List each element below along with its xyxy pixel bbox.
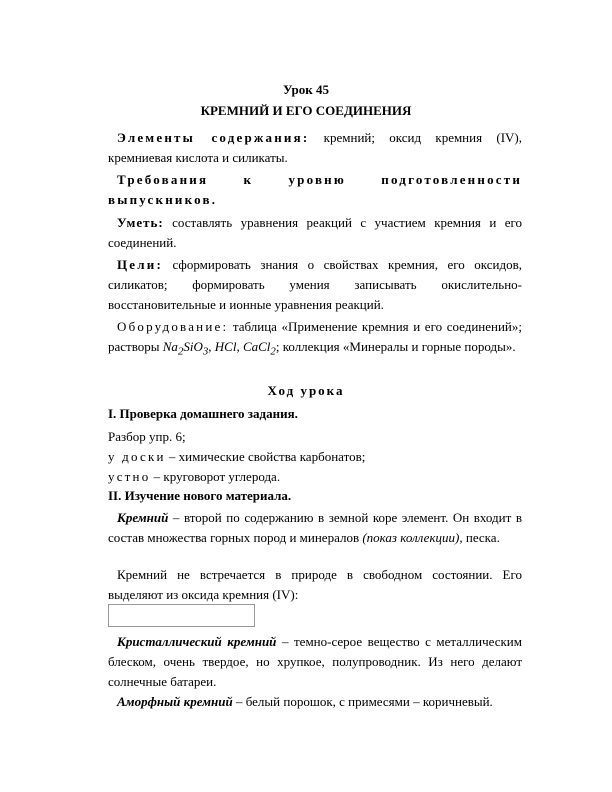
section1-item3-text: – круговорот углерода. [150,469,281,484]
content-elements-paragraph [108,128,522,168]
formula-subscript: 2 [270,345,276,358]
section2-paragraph1 [108,508,522,548]
section1-item2-text: – химические свойства карбонатов; [165,449,366,464]
equipment-paragraph [108,317,522,362]
section1-item3 [108,467,522,487]
section1-item2-label: у доски [108,449,166,464]
goals-label: Цели: [117,257,163,272]
formula-part: SiO [183,339,203,354]
section2-paragraph4 [108,692,522,712]
formula-cacl2 [242,339,276,358]
formula-part: CaCl [242,339,271,354]
content-elements-text: кремний; оксид кремния (IV), кремниевая кислота и силикаты. [108,130,522,165]
lesson-title: КРЕМНИЙ И ЕГО СОЕДИНЕНИЯ [200,103,412,118]
term-crystalline-silicon: Кристаллический кремний [117,634,277,649]
formula-hcl: HCl [214,339,237,354]
separator: , [208,339,215,354]
formula-subscript: 3 [202,345,209,358]
lesson-number: Урок 45 [283,82,329,97]
section1-title: I. Проверка домашнего задания. [108,406,298,421]
requirements-word-3: уровню [288,172,347,187]
skills-paragraph [108,213,522,253]
requirements-word-2: к [243,172,254,187]
section1-item3-label: устно [108,469,151,484]
equation-placeholder-box [108,604,255,627]
separator: , [236,339,243,354]
goals-text: сформировать знания о свойствах кремния, его оксидов, силикатов; формировать умения записывать окислительно-восстановительные и ионные уравнения реакций. [108,257,522,312]
equipment-text: таблица «Применение кремния и его соединений»; растворы [108,319,522,354]
section2-paragraph3 [108,632,522,692]
formula-part: Na [162,339,178,354]
skills-label: Уметь: [117,215,164,230]
content-elements-label: Элементы содержания: [117,130,310,145]
requirements-word-4: подготовленности [381,172,523,187]
requirements-word-5: выпускников. [108,192,218,207]
section2-title: II. Изучение нового материала. [108,488,292,503]
term-amorphous-silicon: Аморфный кремний [117,694,233,709]
equipment-text-end: ; коллекция «Минералы и горные породы». [275,339,516,354]
requirements-word-1: Требования [117,172,209,187]
requirements-heading-line2 [108,190,522,210]
section2-p4-text: – белый порошок, с примесями – коричневый. [232,694,493,709]
course-title: Ход урока [267,383,345,398]
section1-item2 [108,447,522,467]
formula-na2sio3 [162,339,209,358]
skills-text: составлять уравнения реакций с участием кремния и его соединений. [108,215,522,250]
requirements-heading-line1 [108,170,522,190]
section2-p1-text: – второй по содержанию в земной коре элемент. Он входит в состав множества горных пород и минералов [108,510,522,545]
section2-p1-note: (показ коллекции) [362,530,460,545]
section2-p3-text: – темно-серое вещество с металлическим блеском, очень твердое, но хрупкое, полупроводник. Из него делают солнечные батареи. [108,634,522,689]
goals-paragraph [108,255,522,315]
section1-item1: Разбор упр. 6; [108,429,186,444]
section2-p1-end: , песка. [459,530,500,545]
formula-subscript: 2 [177,345,184,358]
equipment-label: Оборудование: [117,319,229,334]
section2-paragraph2: Кремний не встречается в природе в свободном состоянии. Его выделяют из оксида кремния (IV): [108,567,522,602]
term-silicon: Кремний [117,510,169,525]
